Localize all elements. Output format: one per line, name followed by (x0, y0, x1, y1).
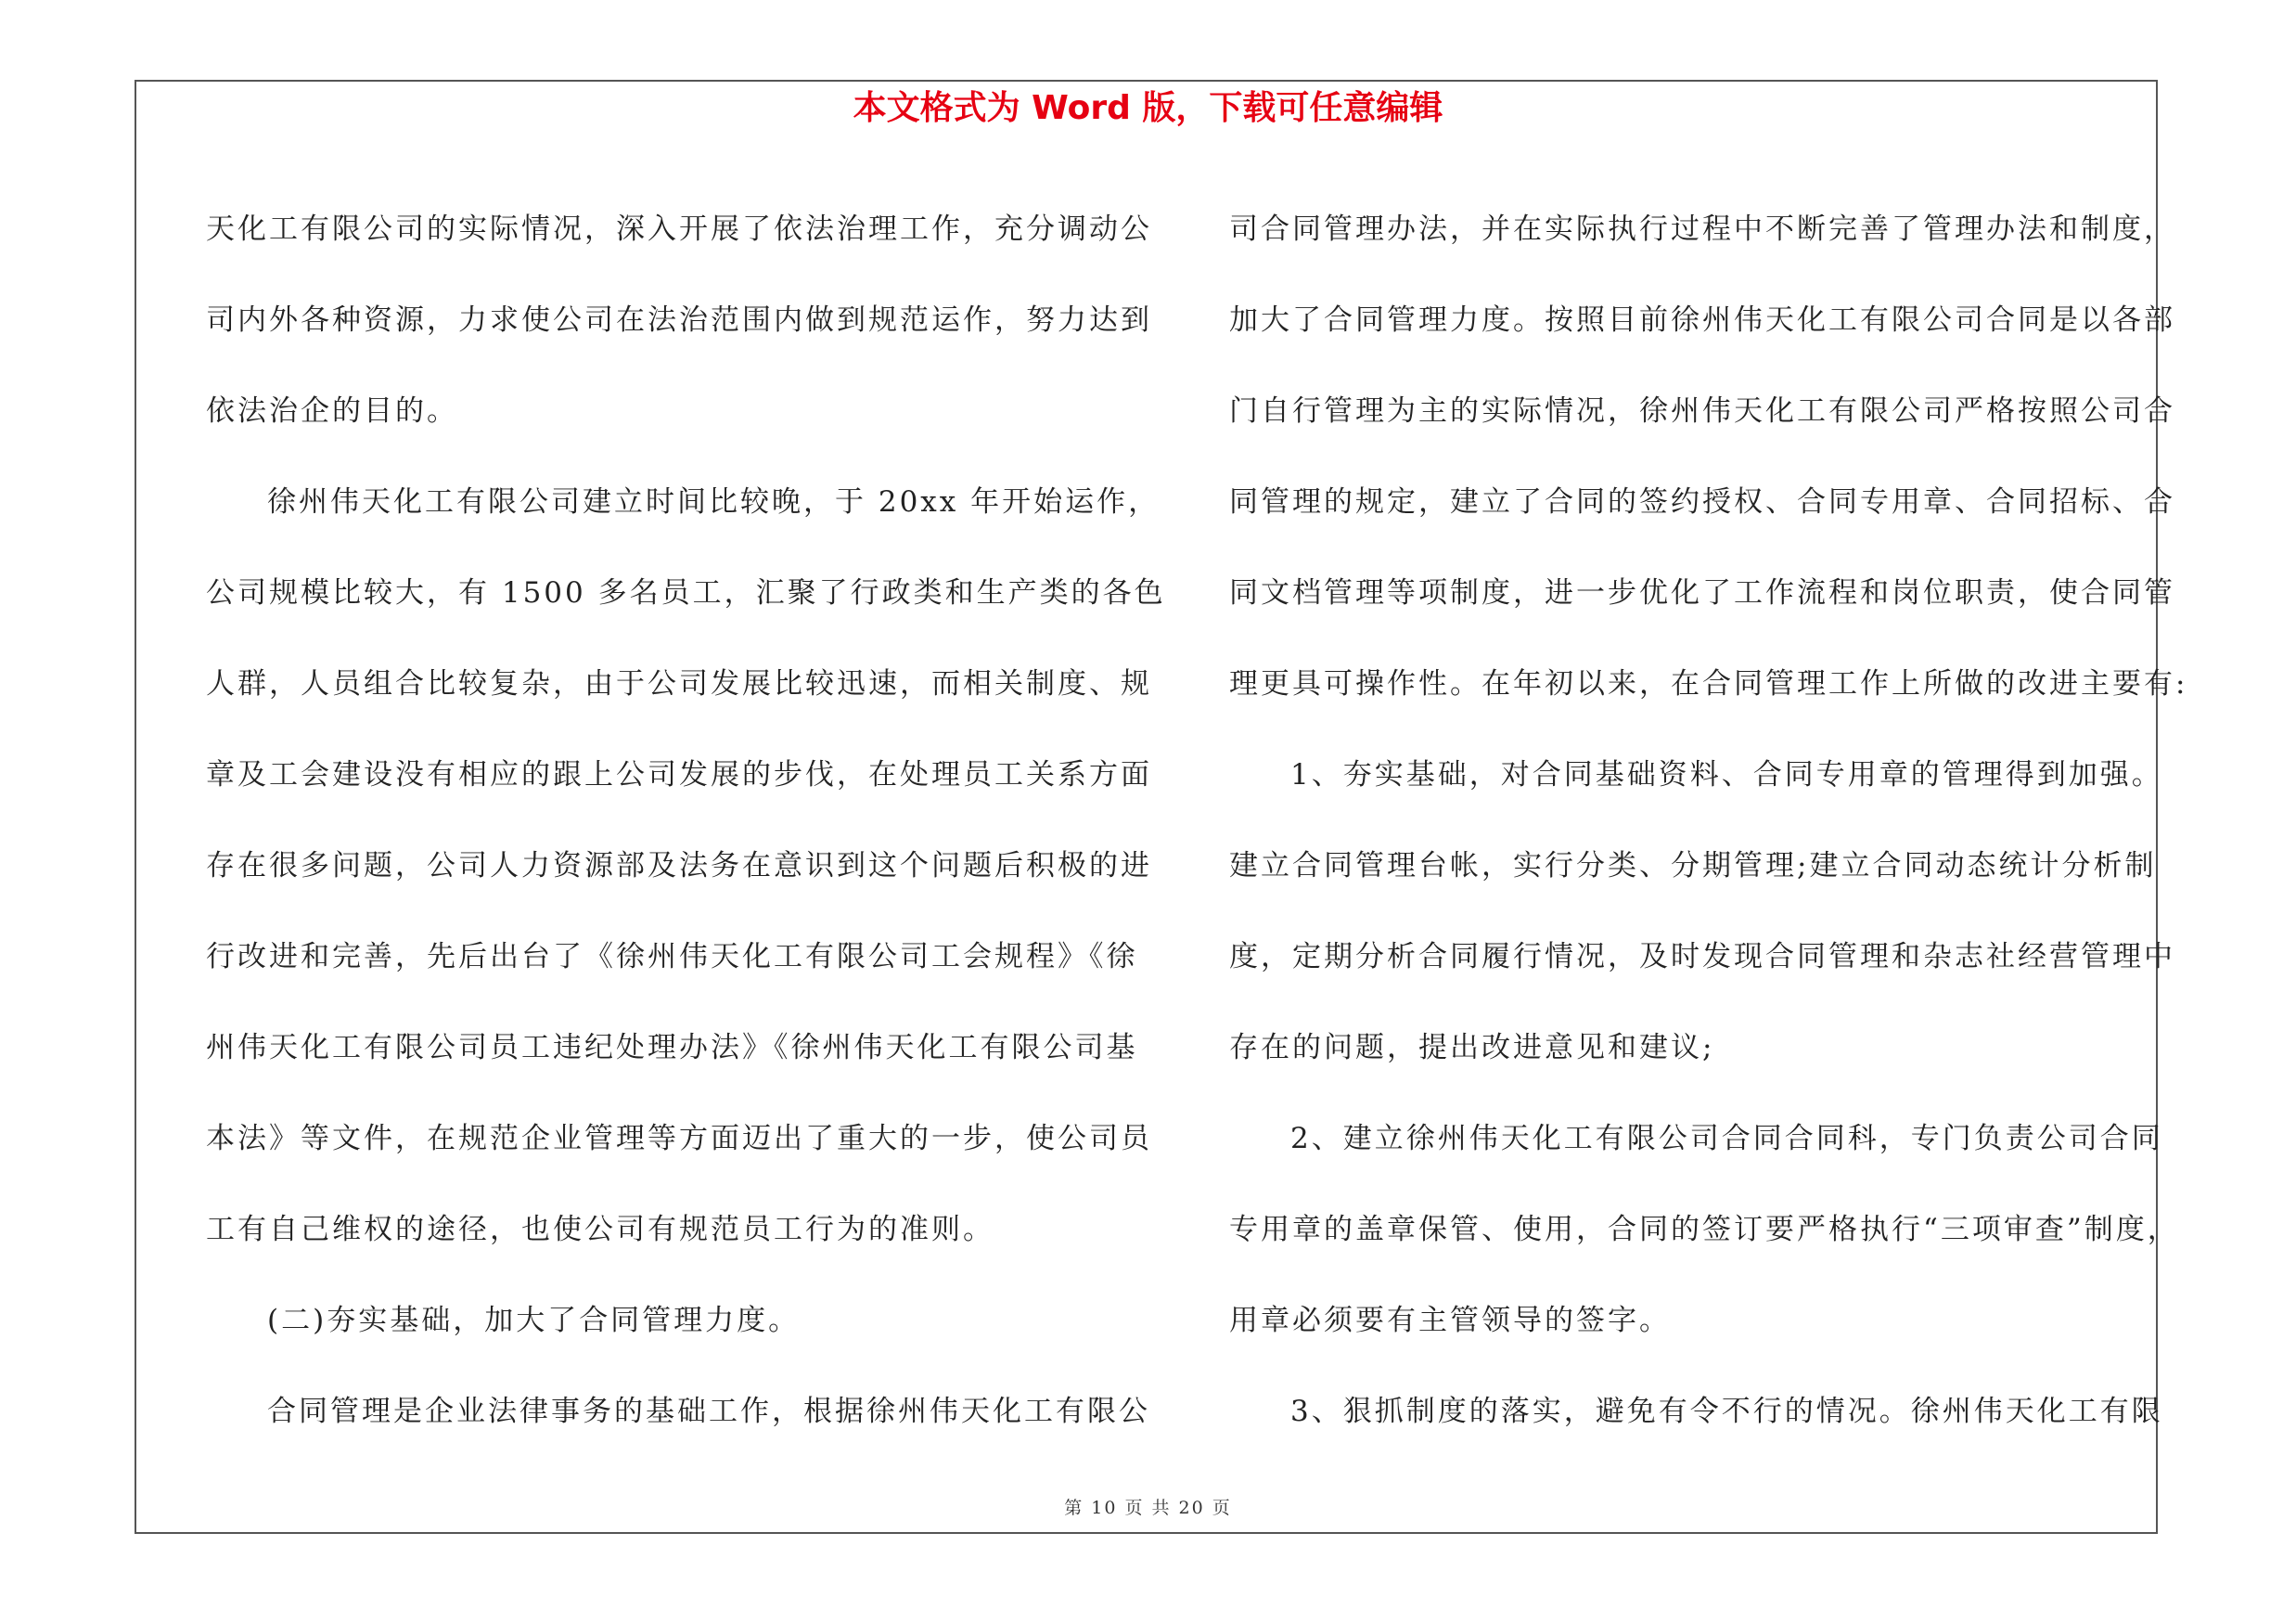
text-line: 司合同管理办法，并在实际执行过程中不断完善了管理办法和制度， (1229, 213, 2175, 246)
text-line: 徐州伟天化工有限公司建立时间比较晚，于 20xx 年开始运作， (267, 485, 1161, 519)
text-line: 行改进和完善，先后出台了《徐州伟天化工有限公司工会规程》《徐 (206, 940, 1138, 973)
text-line: 存在的问题，提出改进意见和建议; (1229, 1031, 1715, 1064)
text-line: 本法》等文件，在规范企业管理等方面迈出了重大的一步，使公司员 (206, 1122, 1152, 1155)
text-line: 天化工有限公司的实际情况，深入开展了依法治理工作，充分调动公 (206, 213, 1152, 246)
text-line: 人群，人员组合比较复杂，由于公司发展比较迅速，而相关制度、规 (206, 667, 1152, 701)
page-footer: 第 10 页 共 20 页 (1064, 1498, 1232, 1518)
text-line: 公司规模比较大，有 1500 多名员工，汇聚了行政类和生产类的各色 (206, 576, 1166, 610)
text-line: 门自行管理为主的实际情况，徐州伟天化工有限公司严格按照公司合 (1229, 394, 2175, 428)
text-line: 3、狠抓制度的落实，避免有令不行的情况。徐州伟天化工有限 (1290, 1395, 2163, 1428)
left-column (206, 184, 1166, 1457)
text-line: 同文档管理等项制度，进一步优化了工作流程和岗位职责，使合同管 (1229, 576, 2175, 610)
text-line: 司内外各种资源，力求使公司在法治范围内做到规范运作，努力达到 (206, 303, 1152, 337)
text-line: (二)夯实基础，加大了合同管理力度。 (267, 1304, 801, 1337)
text-line: 加大了合同管理力度。按照目前徐州伟天化工有限公司合同是以各部 (1229, 303, 2175, 337)
banner-notice: 本文格式为 Word 版，下载可任意编辑 (853, 89, 1443, 127)
text-line: 度，定期分析合同履行情况，及时发现合同管理和杂志社经营管理中 (1229, 940, 2175, 973)
text-line: 存在很多问题，公司人力资源部及法务在意识到这个问题后积极的进 (206, 849, 1152, 882)
text-line: 1、夯实基础，对合同基础资料、合同专用章的管理得到加强。 (1290, 758, 2163, 792)
text-line: 合同管理是企业法律事务的基础工作，根据徐州伟天化工有限公 (267, 1395, 1150, 1428)
text-line: 建立合同管理台帐，实行分类、分期管理;建立合同动态统计分析制 (1229, 849, 2157, 882)
text-line: 2、建立徐州伟天化工有限公司合同合同科，专门负责公司合同 (1290, 1122, 2163, 1155)
text-line: 州伟天化工有限公司员工违纪处理办法》《徐州伟天化工有限公司基 (206, 1031, 1138, 1064)
right-column (1229, 184, 2188, 1457)
text-line: 章及工会建设没有相应的跟上公司发展的步伐，在处理员工关系方面 (206, 758, 1152, 792)
text-line: 依法治企的目的。 (206, 394, 458, 428)
text-line: 工有自己维权的途径，也使公司有规范员工行为的准则。 (206, 1213, 994, 1246)
text-line: 同管理的规定，建立了合同的签约授权、合同专用章、合同招标、合 (1229, 485, 2175, 519)
text-line: 理更具可操作性。在年初以来，在合同管理工作上所做的改进主要有: (1229, 667, 2188, 701)
text-line: 用章必须要有主管领导的签字。 (1229, 1304, 1671, 1337)
text-line: 专用章的盖章保管、使用，合同的签订要严格执行“三项审查”制度， (1229, 1213, 2179, 1246)
